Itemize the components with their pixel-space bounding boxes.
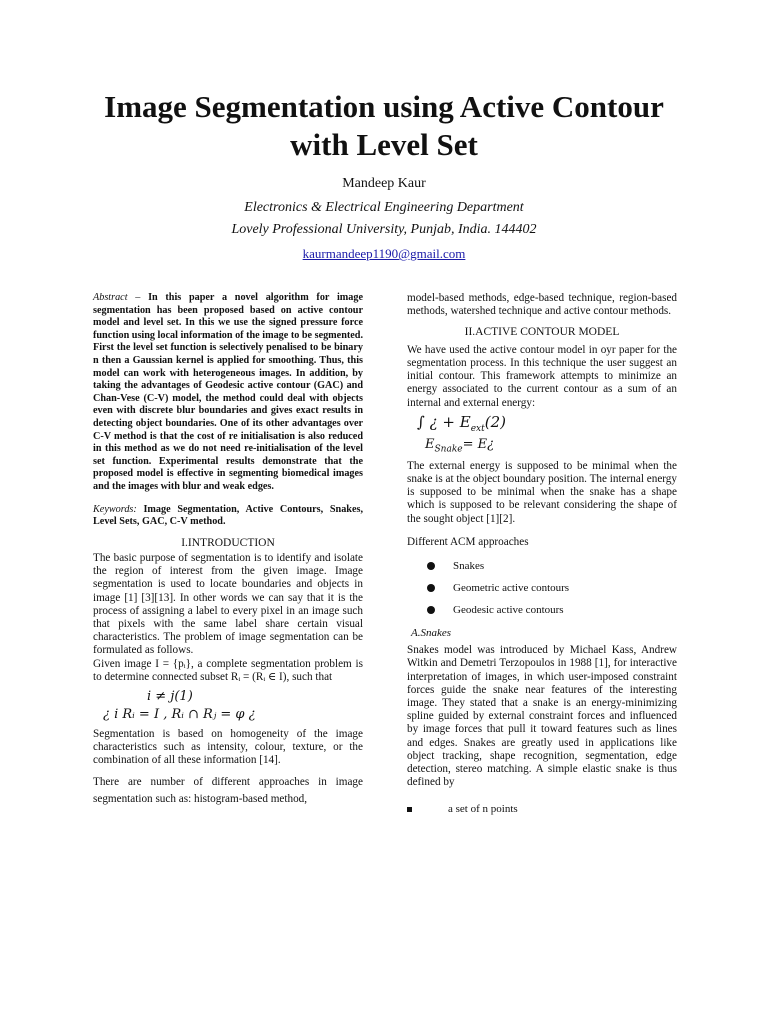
snakes-paragraph: Snakes model was introduced by Michael Kass, Andrew Witkin and Demetri Terzopoulos in 1988 [1], for interactive interpretation of images, in which user-imposed constraint forces guide the snake near features of the interesting image. They stated that a snake is an energy-minimizing spline guided by external constraint forces and influenced by image forces that pull it toward features such as lines and edges. Snakes are greatly used in applications like object tracking, shape recognition, segmentation, edge detection, stereo matching. A simple elastic snake is thus defined by (407, 644, 677, 789)
snake-definition-item: a set of n points (407, 803, 677, 816)
intro-paragraph-4: There are number of different approaches in image segmentation such as: histogram-based method, (93, 775, 363, 805)
intro-paragraph-3: Segmentation is based on homogeneity of the image characteristics such as intensity, colour, texture, or the combination of all these information [14]. (93, 728, 363, 767)
equation-2-line-2: E (425, 436, 435, 452)
continued-paragraph: model-based methods, edge-based technique, region-based methods, watershed technique and active contour methods. (407, 292, 677, 318)
equation-1 (93, 684, 363, 728)
keywords-text: Image Segmentation, Active Contours, Snakes, Level Sets, GAC, C-V method. (93, 503, 363, 528)
left-column (93, 292, 363, 808)
equation-1-line-1: i ≠ j(1) (147, 689, 193, 705)
list-item: Geodesic active contours (427, 599, 677, 621)
equation-1-line-2: ¿ i Rᵢ = I , Rᵢ ∩ Rⱼ = φ ¿ (103, 707, 256, 723)
author-university: Lovely Professional University, Punjab, India. 144402 (231, 222, 537, 237)
title-line-1: Image Segmentation using Active Contour (104, 89, 664, 124)
list-item: Snakes (427, 555, 677, 577)
paper-title (60, 88, 708, 164)
abstract-label: Abstract (93, 292, 128, 303)
author-department: Electronics & Electrical Engineering Department (244, 200, 524, 215)
acm-paragraph-2: The external energy is supposed to be minimal when the snake is at the object boundary position. The internal energy is supposed to be minimal when the snake has a shape which is supposed to be relevant considering the shape of the sought object [1][2]. (407, 459, 677, 525)
equation-2-line-1: ∫ ¿ + E (417, 412, 471, 431)
bullet-icon (427, 562, 435, 570)
acm-approaches-list (427, 555, 677, 621)
intro-paragraph-2: Given image I = {pᵢ}, a complete segmentation problem is to determine connected subset Rᵢ = (Rᵢ ∈ I), such that (93, 657, 363, 683)
right-column (407, 292, 677, 817)
square-bullet-icon (407, 807, 412, 812)
intro-paragraph-1: The basic purpose of segmentation is to identify and isolate the region of interest from the given image. Image segmentation is used to locate boundaries and objects in image [1] [3][13]. In other words we can say that it is the process of assigning a label to every pixel in an image such that pixels with the same label share certain visual characteristics. The problem of image segmentation can be formulated as follows. (93, 551, 363, 657)
author-email-link[interactable]: kaurmandeep1190@gmail.com (302, 246, 466, 261)
abstract-text: In this paper a novel algorithm for image segmentation has been proposed based on active contour model and level set. In this we use the signed pressure force function using local information of the image to be segmented. First the level set function is selectively penalised to be binary n then a Gaussian kernel is applied for smoothing. Thus, this model can work with heterogeneous images. In addition, by taking the advantages of Geodesic active contour (GAC) and Chan-Vese (C-V) model, the method could deal with objects even with discrete blur boundaries and gives exact results in detecting object boundaries. One of its other advantages over C-V method is that the cost of re initialisation is also reduced in this method as we do not need re-initialisation of the level set function. Experimental results demonstrate that the proposed model is effective in segmenting biomedical images and the images with blur and weak edges. (93, 292, 363, 492)
abstract: Abstract – In this paper a novel algorithm for image segmentation has been proposed based on active contour model and level set. In this we use the signed pressure force function using local information of the image to be segmented. First the level set function is selectively penalised to be binary n then a Gaussian kernel is applied for smoothing. Thus, this model can work with heterogeneous images. In addition, by taking the advantages of Geodesic active contour (GAC) and Chan-Vese (C-V) model, the method could deal with objects even with discrete blur boundaries and gives exact results in detecting object boundaries. One of its other advantages over C-V method is that the cost of re initialisation is also reduced in this method as we do not need re-initialisation of the level set function. Experimental results demonstrate that the proposed model is effective in segmenting biomedical images and the images with blur and weak edges. (93, 292, 363, 492)
keywords (93, 504, 363, 529)
author-name: Mandeep Kaur (342, 176, 426, 191)
subsection-heading-snakes: A.Snakes (411, 626, 452, 639)
section-heading-active-contour-model: II.ACTIVE CONTOUR MODEL (464, 326, 620, 339)
section-heading-introduction: I.INTRODUCTION (181, 536, 275, 549)
acm-paragraph-1: We have used the active contour model in oyr paper for the segmentation process. In this technique the user suggest an initial contour. This framework attempts to minimize an energy associated to the current contour as a sum of an internal and external energy: (407, 343, 677, 409)
bullet-icon (427, 606, 435, 614)
title-line-2: with Level Set (290, 127, 478, 162)
keywords-label: Keywords: (93, 503, 137, 515)
bullet-icon (427, 584, 435, 592)
equation-2: ∫ ¿ + $E_{ext}(2)$ $E_{Snake}=$ E¿ (417, 412, 506, 455)
acm-approaches-label: Different ACM approaches (407, 535, 529, 548)
list-item: Geometric active contours (427, 577, 677, 599)
